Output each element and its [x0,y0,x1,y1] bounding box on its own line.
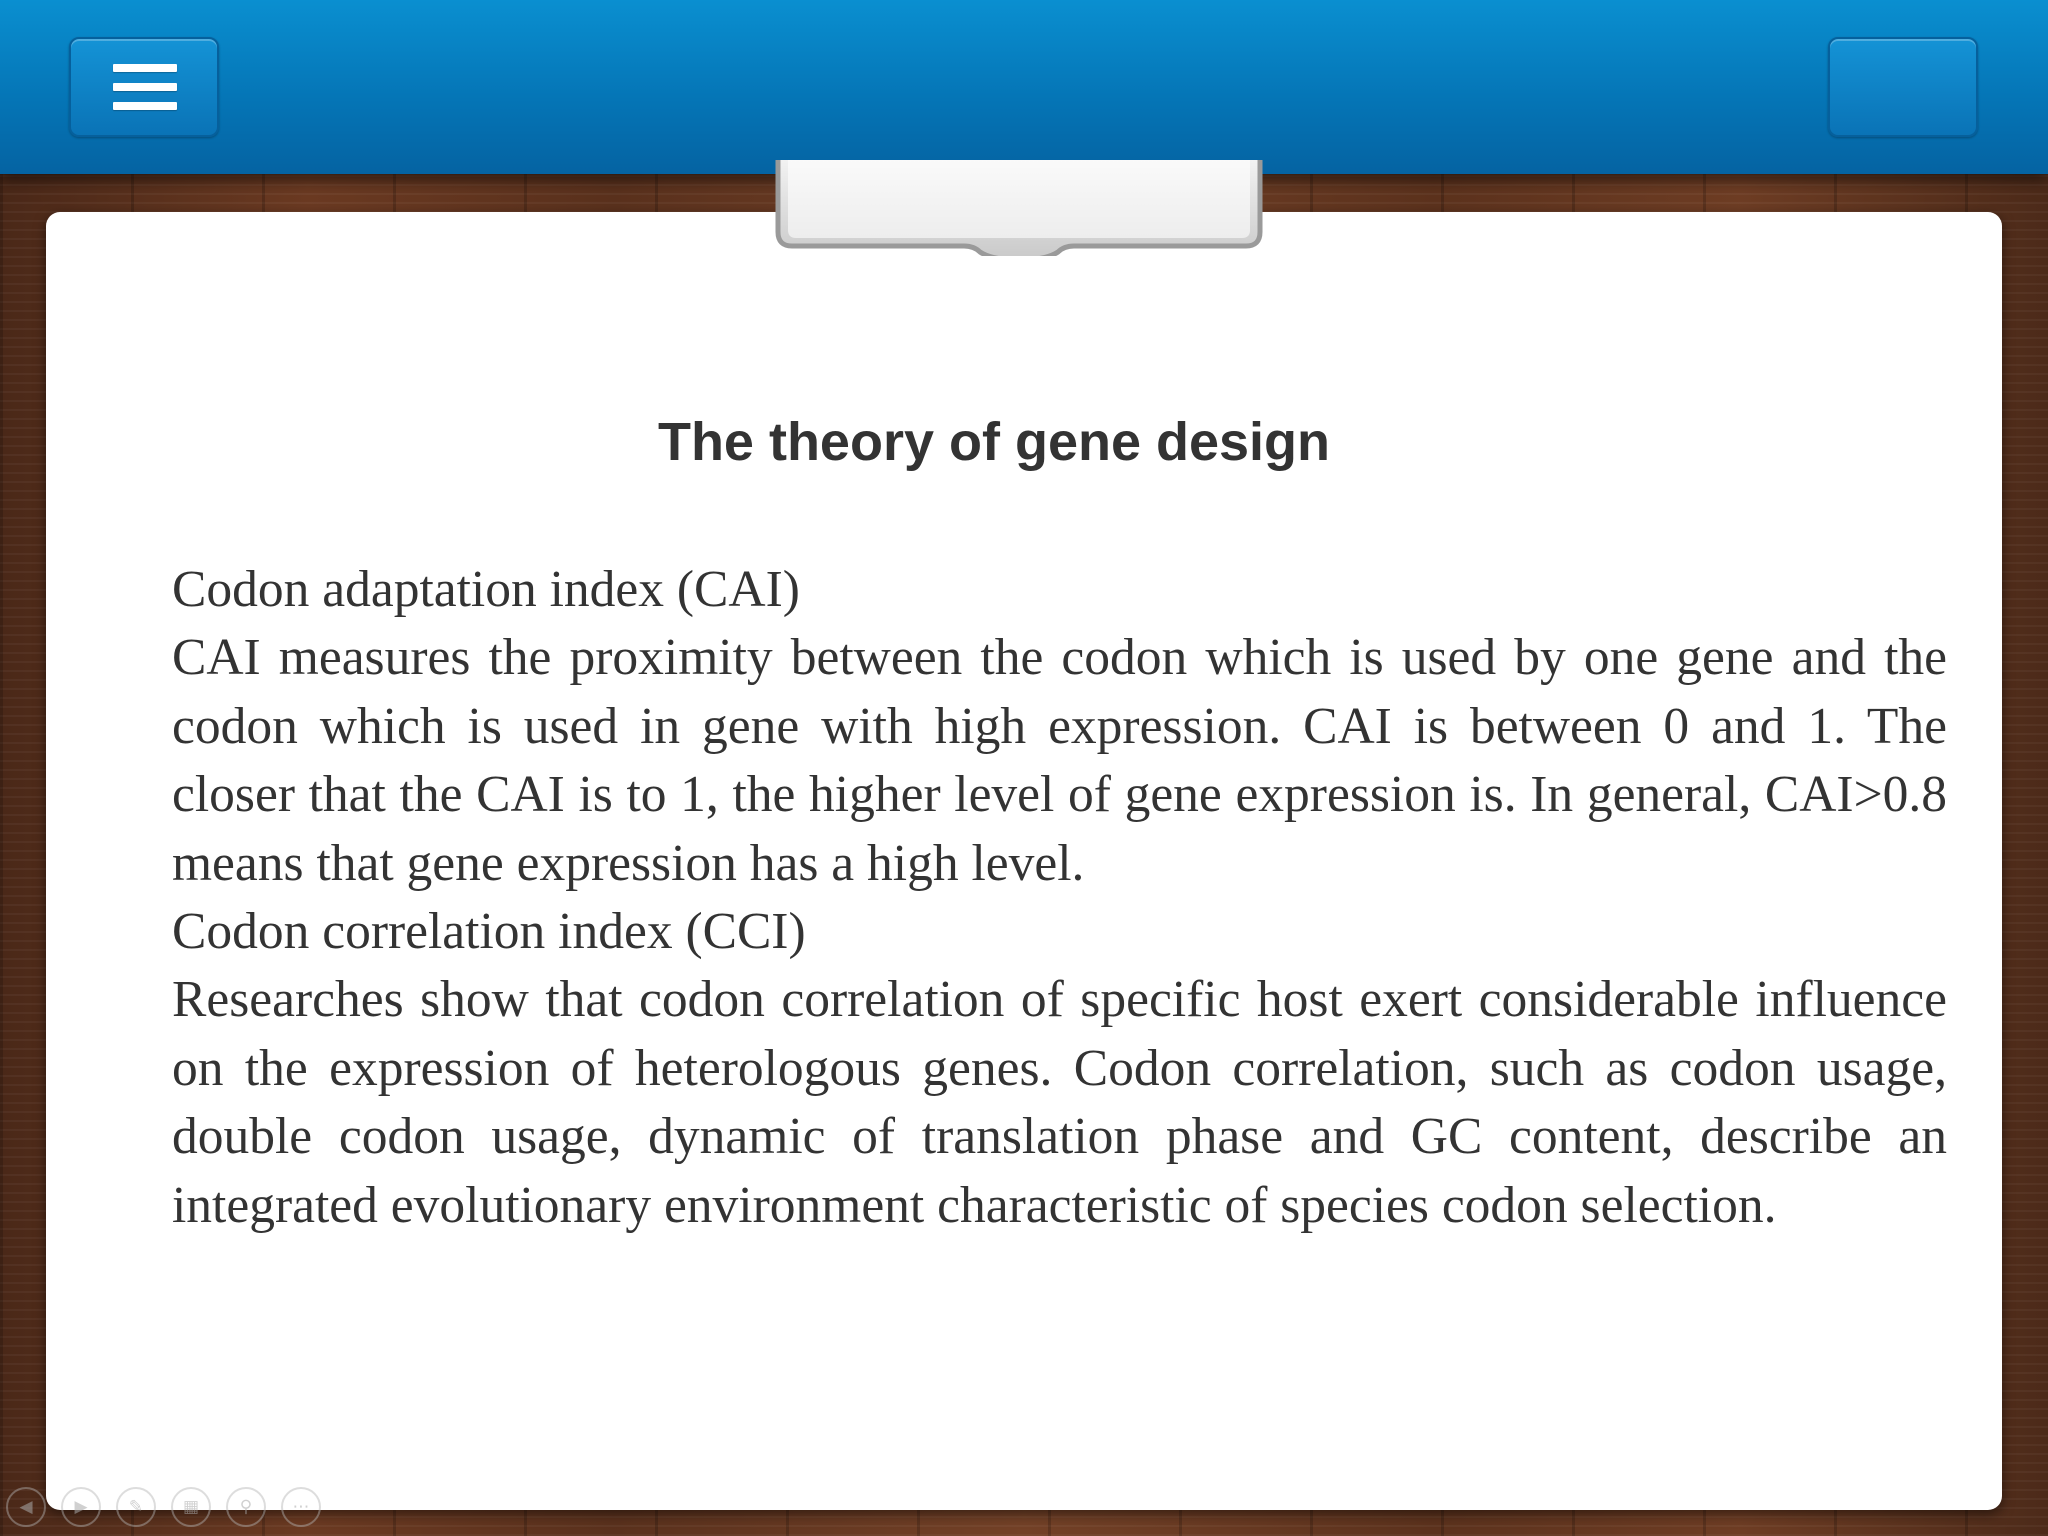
slide-navigation-bar [0,1487,321,1531]
cai-paragraph: CAI measures the proximity between the codon which is used by one gene and the codon which is used in gene with high expression. CAI is between 0 and 1. The closer that the CAI is to 1, the higher level of gene expression is. In general, CAI>0.8 means that gene expression has a high level. [172,629,1947,892]
zoom-icon[interactable]: ⚲ [226,1487,266,1527]
cci-heading: Codon correlation index (CCI) [172,903,806,961]
toolbar-right-button[interactable] [1828,37,1978,137]
pen-icon[interactable]: ✎ [116,1487,156,1527]
slides-icon[interactable]: ▦ [171,1487,211,1527]
play-icon[interactable]: ▶ [61,1487,101,1527]
top-toolbar [0,0,2048,174]
slide-card [46,212,2002,1510]
hamburger-menu-icon [113,64,177,110]
slide-title: The theory of gene design [657,412,1331,472]
cci-paragraph: Researches show that codon correlation of specific host exert considerable influence on the expression of heterologous genes. Codon correlation, such as codon usage, double codon usage, dynamic of translation phase and GC content, describe an integrated evolutionary environment characteristic of species codon selection. [172,971,1947,1234]
slide-body [172,556,1947,1240]
previous-icon[interactable]: ◀ [6,1487,46,1527]
more-icon[interactable]: ⋯ [281,1487,321,1527]
clipboard-clip-icon [774,160,1264,256]
cai-heading: Codon adaptation index (CAI) [172,561,800,618]
menu-button[interactable] [69,37,219,137]
